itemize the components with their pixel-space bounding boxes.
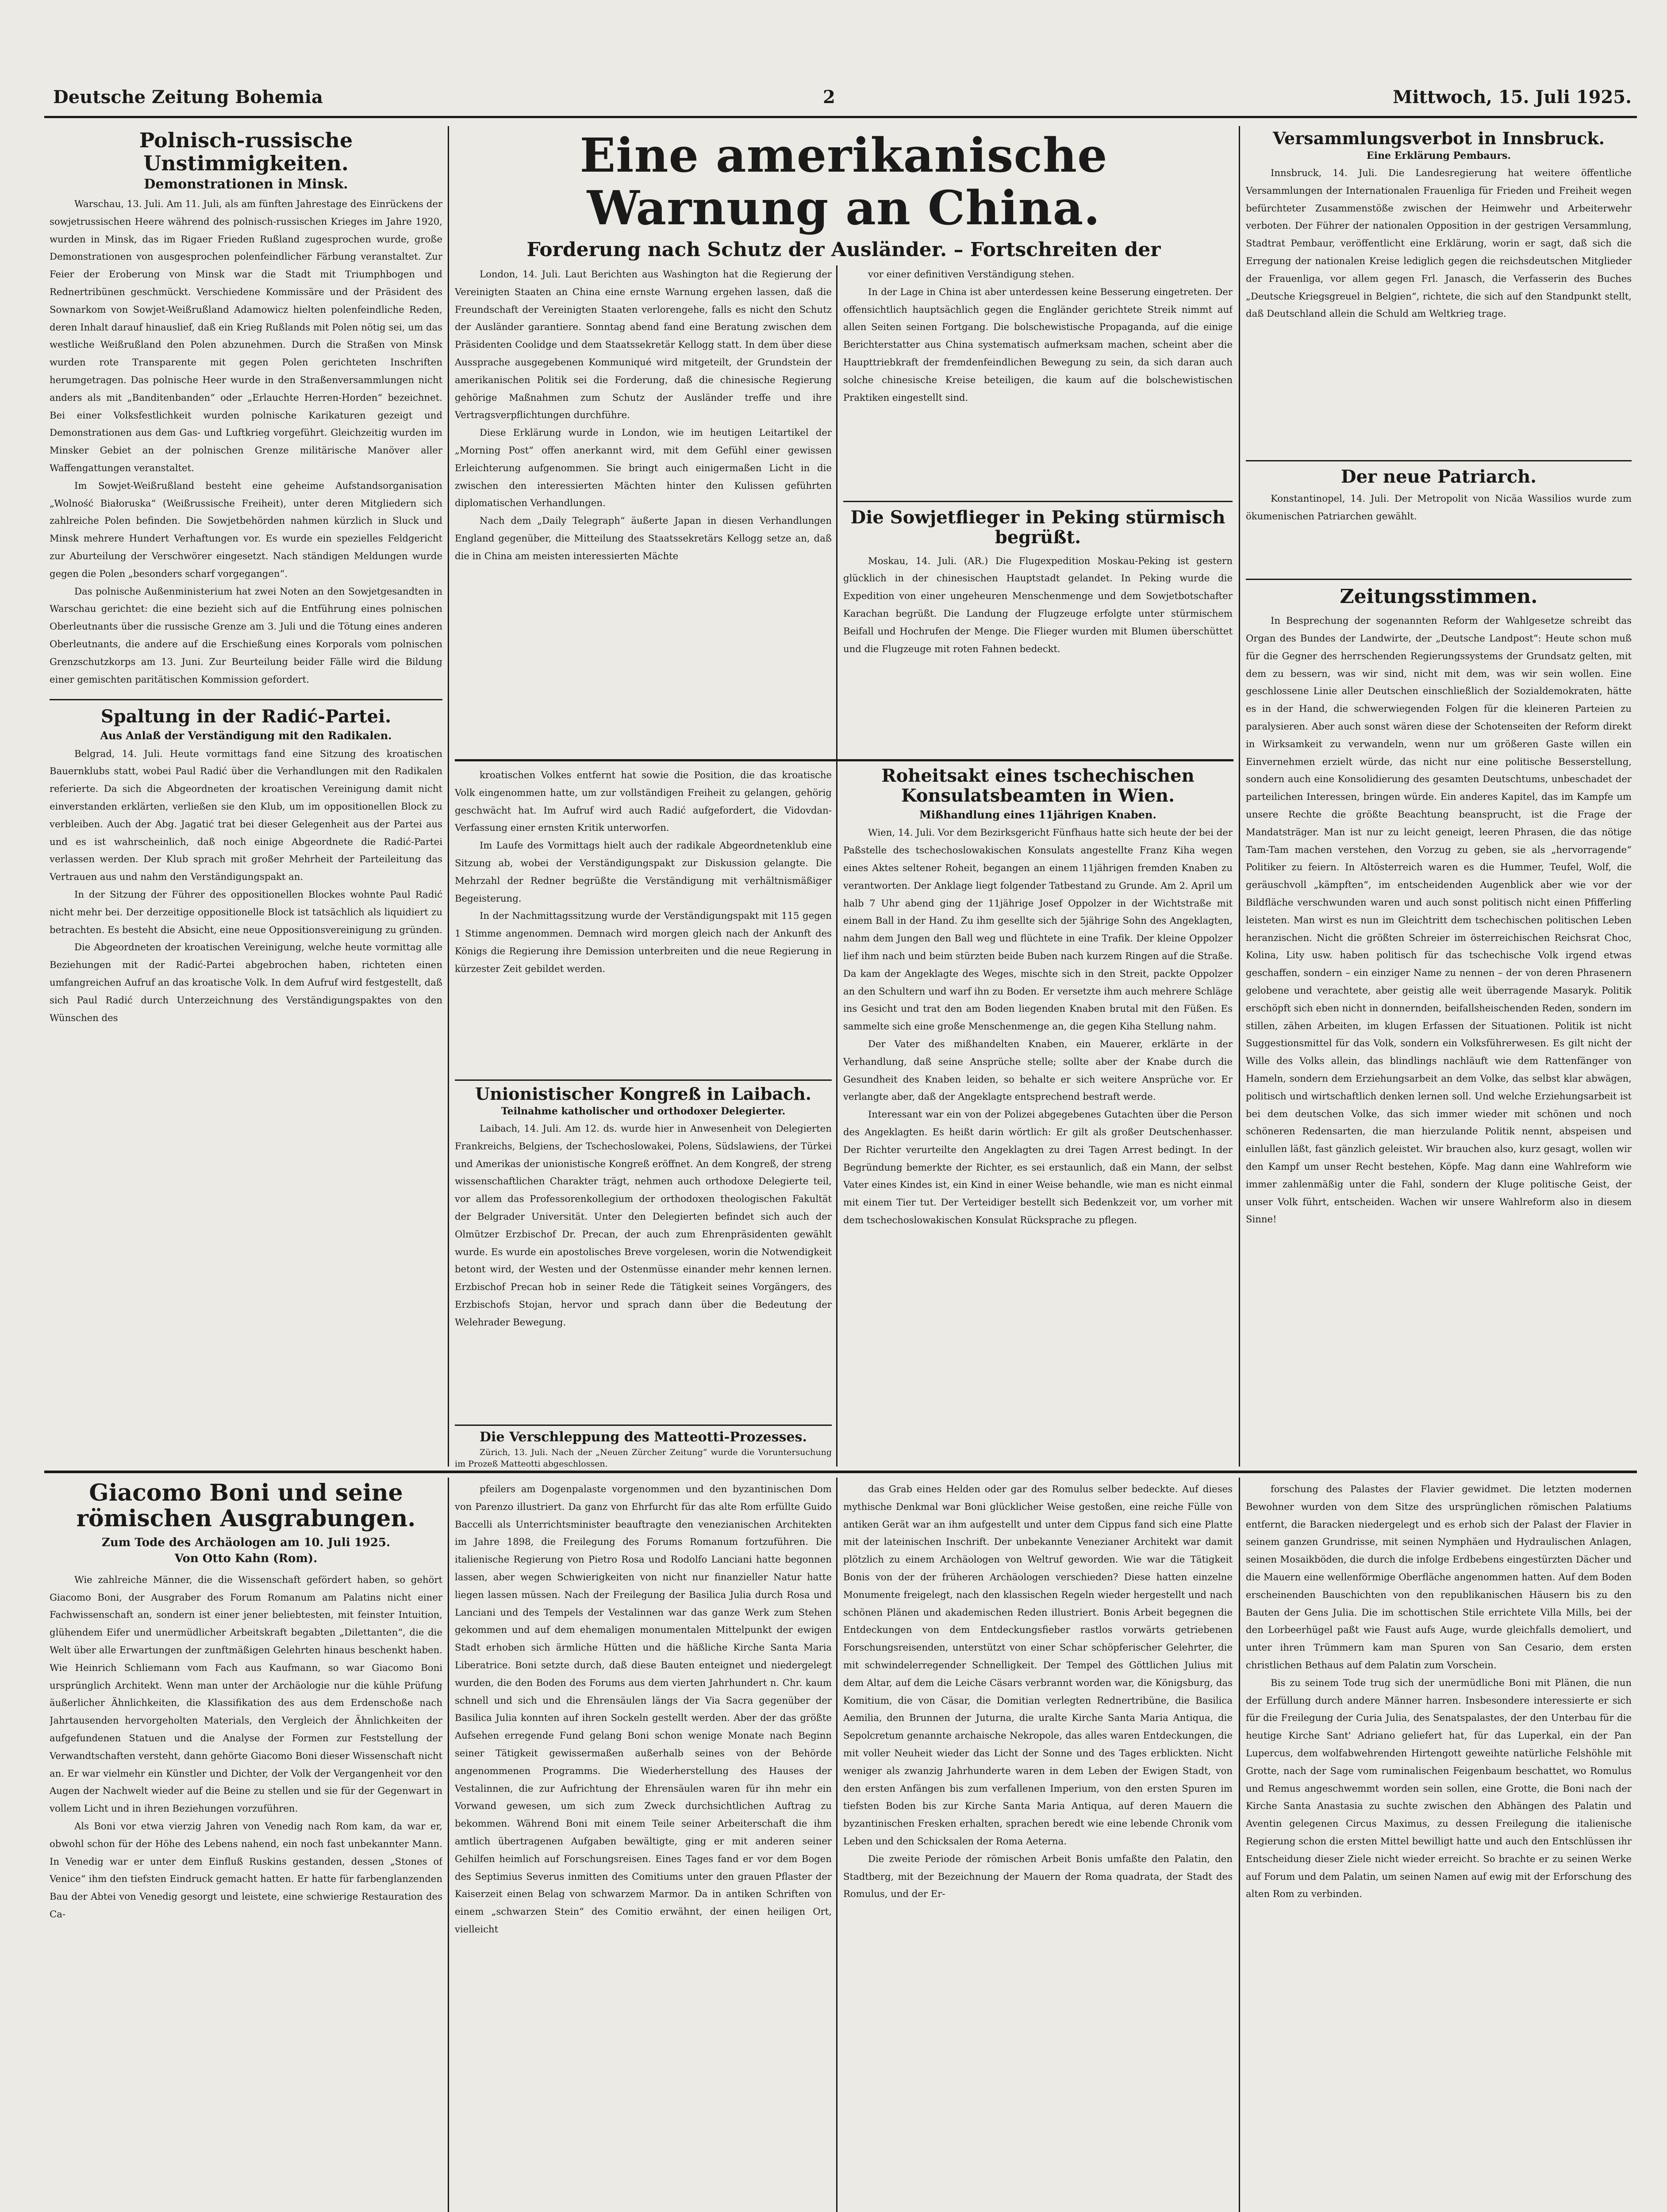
article-paragraph: Moskau, 14. Juli. (AR.) Die Flugexpedition Moskau-Peking ist gestern glücklich in der chinesischen Hauptstadt gelandet. In Peking wurde die Expedition von einer ungeheuren Menschenmenge und dem Sowjetbotschafter Karachan begrüßt. Die Landung der Flugzeuge erfolgte unter stürmischem Beifall und Hochrufen der Menge. Die Flieger wurden mit Blumen überschüttet und die Flugzeuge mit roten Fahnen bedeckt. — [843, 555, 1233, 654]
article-divider — [50, 699, 442, 700]
issue-date: Mittwoch, 15. Juli 1925. — [1393, 87, 1632, 108]
article-subheadline: Forderung nach Schutz der Ausländer. – Fortschreiten der — [526, 238, 1161, 261]
article-divider — [455, 1079, 832, 1081]
article-headline: Unionistischer Kongreß in Laibach. — [475, 1085, 811, 1104]
article-paragraph: London, 14. Juli. Laut Berichten aus Washington hat die Regierung der Vereinigten Staaten an China eine ernste Warnung ergehen lassen, daß die Freundschaft der Vereinigten Staaten verlorengehe, falls es nicht den Schutz der Ausländer garantiere. Sonntag abend fand eine Beratung zwischen dem Präsidenten Coolidge und dem Staatssekretär Kellogg statt. In dem über diese Aussprache ausgegebenen Kommuniqué wird mitgeteilt, der Grundstein der amerikanischen Politik sei die Forderung, daß die chinesische Regierung gehörige Maßnahmen zum Schutz der Ausländer treffe und ihre Vertragsverpflichtungen durchführe. — [455, 269, 832, 421]
article-paragraph: Die zweite Periode der römischen Arbeit Bonis umfaßte den Palatin, den Stadtberg, mit der Bezeichnung der Mauern der Roma quadrata, der Stadt des Romulus, und der Er- — [843, 1853, 1233, 1900]
column-rule — [836, 1478, 837, 2212]
article-divider — [843, 501, 1233, 502]
article-paragraph: Interessant war ein von der Polizei abgegebenes Gutachten über die Person des Angeklagten. Es heißt darin wörtlich: Er gilt als großer Deutschenhasser. Der Richter verurteilte den Angeklagten zu drei Tagen Arrest bedingt. In der Begründung bemerkte der Richter, es sei erstaunlich, daß ein Mann, der selbst Vater eines Kindes ist, ein Kind in einer Weise behandle, wie man es nicht einmal mit einem Tier tut. Der Verteidiger bestellt sich Bedenkzeit vor, um vorher mit dem tschechoslowakischen Konsulat Rücksprache zu pflegen. — [843, 1109, 1233, 1225]
article-headline: Spaltung in der Radić-Partei. — [100, 707, 392, 727]
article-patriarch — [1246, 467, 1632, 573]
masthead-left: Deutsche Zeitung Bohemia — [53, 87, 323, 108]
header-rule — [44, 116, 1637, 118]
article-body — [843, 824, 1233, 1229]
article-paragraph: forschung des Palastes der Flavier gewidmet. Die letzten modernen Bewohner wurden von dem Sitze des ursprünglichen römischen Palatiums entfernt, die Baracken niedergelegt und es erhob sich der Palast der Flavier in seinem ganzen Grundrisse, mit seinen Nymphäen und Hydraulischen Anlagen, seinen Mosaikböden, die durch die infolge Erdbebens eingestürzten Dächer und die Mauern eine wellenförmige Oberfläche angenommen hatten. Auf dem Boden erscheinenden Bauschichten von den republikanischen Häusern bis zu den Bauten der Gens Julia. Die im schottischen Stile errichtete Villa Mills, bei der den Lorbeerhügel paßt wie Faust aufs Auge, wurde gleichfalls demoliert, und unter ihren Trümmern kam man Spuren von San Cesario, dem ersten christlichen Bethaus auf dem Palatin zum Vorschein. — [1246, 1483, 1632, 1671]
column-rule — [1239, 126, 1240, 1467]
article-paragraph: Der Vater des mißhandelten Knaben, ein Mauerer, erklärte in der Verhandlung, daß seine Ansprüche stelle; sollte aber der Knabe durch die Gesundheit des Knaben leiden, so behalte er sich weitere Ansprüche vor. Er verlangte aber, daß der Angeklagte entsprechend bestraft werde. — [843, 1038, 1233, 1102]
article-body — [455, 1480, 832, 1938]
article-body — [50, 195, 442, 688]
article-body — [1246, 612, 1632, 1228]
column-rule — [448, 126, 449, 1467]
column-rule — [1239, 1478, 1240, 2212]
article-paragraph: Das polnische Außenministerium hat zwei Noten an den Sowjetgesandten in Warschau gerichtet: die eine bezieht sich auf die Entführung eines polnischen Oberleutnants über die russische Grenze am 3. Juli und die Tötung eines anderen Oberleutnants, die andere auf die Erschießung eines Korporals vom polnischen Grenzschutzkorps am 13. Juni. Zur Beurteilung beider Fälle wird die Bildung einer gemischten paritätischen Kommission gefordert. — [50, 585, 442, 685]
article-headline: Die Sowjetflieger in Peking stürmisch begrüßt. — [850, 508, 1225, 548]
article-headline: Roheitsakt eines tschechischen Konsulatsbeamten in Wien. — [881, 766, 1195, 806]
article-subheadline: Eine Erklärung Pembaurs. — [1366, 150, 1511, 161]
article-paragraph: In der Lage in China ist aber unterdessen keine Besserung eingetreten. Der offensichtlich hauptsächlich gegen die Engländer gerichtete Streik nimmt auf allen Seiten seinen Fortgang. Die bolschewistische Propaganda, auf die einige Berichterstatter aus China systematisch aufmerksam machen, scheint aber die Haupttriebkraft der fremdenfeindlichen Bewegung zu sein, da sich daran auch solche chinesische Kreise beteiligen, die kaum auf die bolschewistischen Praktiken eingestellt sind. — [843, 286, 1233, 403]
article-paragraph: Laibach, 14. Juli. Am 12. ds. wurde hier in Anwesenheit von Delegierten Frankreichs, Belgiens, der Tschechoslowakei, Polens, Südslawiens, der Türkei und Amerikas der unionistische Kongreß eröffnet. An dem Kongreß, der streng wissenschaftlichen Charakter trägt, nehmen auch orthodoxe Delegierte teil, vor allem das Professorenkollegium der orthodoxen theologischen Fakultät der Belgrader Universität. Unter den Delegierten befindet sich auch der Olmützer Erzbischof Dr. Precan, der auch zum Ehrenpräsidenten gewählt wurde. Es wurde ein apostolisches Breve vorgelesen, worin die Notwendigkeit betont wird, der Westen und der Ostenmüsse einander mehr kennen lernen. Erzbischof Precan hob in seiner Rede die Tätigkeit seines Vorgängers, des Erzbischofs Stojan, hervor und sprach dann über die Bedeutung der Welehrader Bewegung. — [455, 1122, 832, 1328]
article-paragraph: Konstantinopel, 14. Juli. Der Metropolit von Nicäa Wassilios wurde zum ökumenischen Patriarchen gewählt. — [1246, 492, 1632, 522]
article-headline: Zeitungsstimmen. — [1340, 586, 1538, 608]
article-paragraph: Diese Erklärung wurde in London, wie im heutigen Leitartikel der „Morning Post“ offen anerkannt wird, mit dem Gefühl einer gewissen Erleichterung aufgenommen. Sie bringt auch einigermaßen Licht in die zwischen den interessierten Mächten hinter den Kulissen geführten diplomatischen Verhandlungen. — [455, 427, 832, 509]
article-body — [455, 766, 832, 978]
article-subheadline: Mißhandlung eines 11jährigen Knaben. — [919, 808, 1156, 821]
article-unionistischer-kongress — [455, 1085, 832, 1421]
article-body — [1246, 490, 1632, 525]
article-roheitsakt — [843, 766, 1233, 1465]
article-body — [455, 1447, 832, 1470]
article-versammlungsverbot — [1246, 129, 1632, 439]
article-body — [455, 1120, 832, 1331]
article-headline: Polnisch-russische Unstimmigkeiten. — [139, 129, 353, 175]
article-paragraph: Wien, 14. Juli. Vor dem Bezirksgericht Fünfhaus hatte sich heute der bei der Paßstelle des tschechoslowakischen Konsulats angestellte Franz Kiha wegen eines Aktes seltener Roheit, begangen an einem 11jährigen fremden Knaben zu verantworten. Der Anklage liegt folgender Tatbestand zu Grunde. Am 2. April um halb 7 Uhr abend ging der 11jährige Josef Oppolzer in der Wichtstraße mit einem Ball in der Hand. Zu ihm gesellte sich der 5jährige Sohn des Angeklagten, nahm dem Jungen den Ball weg und flüchtete in eine Trafik. Der kleine Oppolzer lief ihm nach und beim stürzten beide Buben nach kurzem Ringen auf die Straße. Da kam der Angeklagte des Weges, mischte sich in den Streit, packte Oppolzer an den Schultern und warf ihn zu Boden. Er versetzte ihm auch mehrere Schläge ins Gesicht und trat den am Boden liegenden Knaben brutal mit den Füßen. Es sammelte sich eine große Menschenmenge an, die gegen Kiha Stellung nahm. — [843, 827, 1233, 1032]
article-amerika-china — [455, 129, 1233, 262]
article-paragraph: Innsbruck, 14. Juli. Die Landesregierung hat weitere öffentliche Versammlungen der Internationalen Frauenliga für Frieden und Freiheit wegen befürchteter Zusammenstöße zwischen der Heimwehr und Arbeiterwehr verboten. Der Führer der nationalen Opposition in der gestrigen Versammlung, Stadtrat Pembaur, veröffentlicht eine Erklärung, worin er sagt, daß sich die Erregung der nationalen Kreise lediglich gegen die reichsdeutschen Mitglieder der Frauenliga, vor allem gegen Frl. Janasch, die Verfasserin des Buches „Deutsche Kriegsgreuel in Belgien“, richtete, die sich auf den Standpunkt stellt, daß Deutschland allein die Schuld am Weltkrieg trage. — [1246, 167, 1632, 319]
article-paragraph: Zürich, 13. Juli. Nach der „Neuen Zürcher Zeitung“ wurde die Voruntersuchung im Prozeß Matteotti abgeschlossen. — [455, 1447, 832, 1469]
article-paragraph: In Besprechung der sogenannten Reform der Wahlgesetze schreibt das Organ des Bundes der Landwirte, der „Deutsche Landpost“: Heute schon muß für die Gegner des herrschenden Regierungssystems der Grundsatz gelten, mit dem zu bessern, was wir sind, nicht mit dem, was wir sein wollen. Eine geschlossene Linie aller Deutschen einschließlich der Sozialdemokraten, hätte es in der Hand, die schwerwiegenden Folgen für die kleineren Parteien zu paralysieren. Aber auch sonst wären diese der Schotenseiten der Reform direkt in Wirksamkeit zu verwandeln, wenn nur um größeren Gaste willen ein Einvernehmen erzielt würde, das nicht nur eine politische Besserstellung, sondern auch eine Konsolidierung des gesamten Deutschtums, unbeschadet der parteilichen Interessen, bringen würde. Ein anderes Kapitel, das im Kampfe um unsere Rechte die größte Beachtung beansprucht, ist die Frage der Mandatsträger. Man ist nur zu leicht geneigt, leeren Phrasen, die das nötige Tam-Tam machen verstehen, den Vorzug zu geben, sie als „hervorragende“ Politiker zu feiern. In Altösterreich waren es die Hummer, Teufel, Wolf, die geräuschvoll „kämpften“, im entscheidenden Augenblick aber wie vor der Bildfläche verschwunden waren und auch sonst politisch nicht einen Pfifferling leisteten. Man wirst es nun im Gleichtritt dem tschechischen politischen Leben heranzischen. Nicht die größten Schreier im österreichischen Reichsrat Choc, Kolina, Lity usw. haben politisch für das tschechische Volk irgend etwas geschaffen, sondern – ein einziger Name zu nennen – der von deren Phrasenern gelobene und verachtete, aber geistig alle weit überragende Masaryk. Politik erschöpft sich eben nicht in donnernden, beifallsheischenden Reden, sondern im stillen, zähen Arbeiten, im klugen Erfassen der Situationen. Politik ist nicht Suggestionsmittel für das Volk, sondern ein Volksführerwesen. Es gilt nicht der Wille des Volks allein, das blindlings nachläuft wie dem Rattenfänger von Hameln, sondern dem Erziehungsarbeit an dem Volke, das selbst klar abwägen, politisch und wirtschaftlich denken lernen soll. Und welche Erziehungsarbeit ist bei dem deutschen Volke, das sich immer wieder mit schönen und noch schöneren Redensarten, die man hierzulande Politik nennt, abspeisen und einlullen läßt, fast gänzlich geleistet. Wir brauchen also, kurz gesagt, wollen wir den Kampf um unser Recht bestehen, Köpfe. Mag dann eine Wahlreform wie immer zahlenmäßig unter die Fahl, sondern der Kluge politische Geist, der unser Volk führt, entscheiden. Wachen wir unsere Wahlreform also in diesem Sinne! — [1246, 615, 1632, 1225]
article-amerika-column-2 — [843, 265, 1233, 495]
article-body — [1246, 1480, 1632, 1903]
article-divider — [455, 1425, 832, 1426]
article-subheadline: Aus Anlaß der Verständigung mit den Radikalen. — [100, 729, 392, 742]
article-paragraph: In der Sitzung der Führer des oppositionellen Blockes wohnte Paul Radić nicht mehr bei. Der derzeitige oppositionelle Block ist tatsächlich als liquidiert zu betrachten. Es besteht die Absicht, eine neue Oppositionsvereinigung zu gründen. — [50, 888, 442, 935]
article-body — [1246, 164, 1632, 323]
article-body — [843, 1480, 1233, 1903]
article-body — [843, 265, 1233, 406]
article-boni-column-3 — [843, 1480, 1233, 2212]
article-paragraph: Im Sowjet-Weißrußland besteht eine geheime Aufstandsorganisation „Wolność Białoruska“ (Weißrussische Freiheit), unter deren Mitgliedern sich zahlreiche Polen befinden. Die Sowjetbehörden nahmen kürzlich in Sluck und Minsk mehrere Hundert Verhaftungen vor. Es wurde ein spezielles Feldgericht zur Aburteilung der Verschwörer eingesetzt. Nach ständigen Meldungen wurde gegen die Polen „besonders scharf vorgegangen“. — [50, 480, 442, 579]
article-headline: Der neue Patriarch. — [1341, 467, 1537, 487]
article-paragraph: kroatischen Volkes entfernt hat sowie die Position, die das kroatische Volk eingenommen hatte, um zur vollständigen Freiheit zu gelangen, gehörig geschwächt hat. Im Aufruf wird auch Radić aufgefordert, die Vidovdan-Verfassung einer ernsten Kritik unterworfen. — [455, 769, 832, 833]
article-matteotti — [455, 1430, 832, 1470]
article-polnisch-russisch — [50, 129, 442, 691]
article-zeitungsstimmen — [1246, 586, 1632, 1466]
article-author: Von Otto Kahn (Rom). — [174, 1551, 318, 1565]
article-paragraph: Im Laufe des Vormittags hielt auch der radikale Abgeordnetenklub eine Sitzung ab, wobei der Verständigungspakt zur Diskussion gelangte. Die Mehrzahl der Redner begrüßte die Verständigung mit verhältnismäßiger Begeisterung. — [455, 840, 832, 904]
article-boni-column-1 — [50, 1480, 442, 2212]
article-headline: Eine amerikanische Warnung an China. — [580, 129, 1108, 235]
article-boni-column-2 — [455, 1480, 832, 2212]
feuilleton-rule — [44, 1471, 1637, 1473]
article-paragraph: das Grab eines Helden oder gar des Romulus selber bedeckte. Auf dieses mythische Denkmal war Boni glücklicher Weise gestoßen, eine reiche Fülle von antiken Gerät war an ihm aufgestellt und unter dem Cippus fand sich eine Platte mit der lateinischen Inschrift. Der unbekannte Venezianer Architekt war damit plötzlich zu einem Archäologen von Weltruf geworden. Wie war die Tätigkeit Bonis von der der früheren Archäologen verschieden? Diese hatten einzelne Monumente freigelegt, nach den klassischen Regeln wieder hergestellt und nach schönen Plänen und akademischen Reden illustriert. Bonis Arbeit begegnen die Entdeckungen von dem Entdeckungsfieber rastlos vorwärts getriebenen Forschungsreisenden, unterstützt von einer Schar schöpferischer Gelehrter, die mit schwindelerregender Schnelligkeit. Der Tempel des Göttlichen Julius mit dem Altar, auf dem die Leiche Cäsars verbrannt worden war, die Königsburg, das Komitium, die von Cäsar, die Domitian verlegten Rednertribüne, die Basilica Aemilia, den Brunnen der Juturna, die uralte Kirche Santa Maria Antiqua, die Sepolcretum genannte archaische Nekropole, das alles waren Entdeckungen, die mit voller Neuheit wieder das Licht der Sonne und des Tages erblickten. Nicht weniger als zwanzig Jahrhunderte waren in dem Leben der Ewigen Stadt, von den ersten Anfängen bis zum verfallenen Imperium, von den ersten Spuren im tiefsten Boden bis zur Kirche Santa Maria Antiqua, auf deren Mauern die byzantinischen Fresken erhalten, sprachen beredt wie eine lebende Chronik vom Leben und den Schicksalen der Roma Aeterna. — [843, 1483, 1233, 1847]
article-body — [843, 552, 1233, 658]
article-paragraph: Wie zahlreiche Männer, die die Wissenschaft gefördert haben, so gehört Giacomo Boni, der Ausgraber des Forum Romanum am Palatins nicht einer Fachwissenschaft an, sondern ist einer jener beliebtesten, mit feinster Intuition, glühendem Eifer und unermüdlicher Arbeitskraft begabten „Dilettanten“, die die Welt über alle Erwartungen der zunftmäßigen Gelehrten hinaus beschenkt haben. Wie Heinrich Schliemann vom Fach aus Kaufmann, so war Giacomo Boni ursprünglich Architekt. Wenn man unter der Archäologie nur die kühle Prüfung äußerlicher Ähnlichkeiten, die Klassifikation des aus dem Erdenschoße nach Jahrtausenden hervorgeholten Materials, den Vergleich der Ähnlichkeiten der aufgefundenen Statuen und die Analyse der Formen zur Feststellung der Verwandtschaften versteht, dann gehörte Giacomo Boni dieser Wissenschaft nicht an. Er war vielmehr ein Künstler und Dichter, der Volk der Vergangenheit vor den Augen der Nachwelt wieder auf die Beine zu stellen und sie für der Gegenwart in vollem Licht und in ihren Beziehungen vorzuführen. — [50, 1574, 442, 1814]
article-divider — [1246, 579, 1632, 580]
article-paragraph: In der Nachmittagssitzung wurde der Verständigungspakt mit 115 gegen 1 Stimme angenommen. Demnach wird morgen gleich nach der Ankunft des Königs die Regierung ihre Demission unterbreiten und die neue Regierung in kürzester Zeit gebildet werden. — [455, 910, 832, 974]
article-sowjetflieger — [843, 508, 1233, 756]
article-subheadline: Demonstrationen in Minsk. — [144, 177, 348, 192]
article-divider — [1246, 460, 1632, 461]
article-paragraph: pfeilers am Dogenpalaste vorgenommen und den byzantinischen Dom von Parenzo illustriert. Da ganz von Ehrfurcht für das alte Rom erfüllte Guido Baccelli als Unterrichtsminister beauftragte den venezianischen Architekten im Jahre 1898, die Freilegung des Forums Romanum fortzuführen. Die italienische Regierung von Pietro Rosa und Rodolfo Lanciani hatte begonnen lassen, aber wegen Schwierigkeiten von nicht nur finanzieller Natur hatte liegen lassen müssen. Nach der Freilegung der Basilica Julia durch Rosa und Lanciani und des Tempels der Vestalinnen war das ganze Werk zum Stehen gekommen und auf dem ehemaligen monumentalen Mittelpunkt der ewigen Stadt erhoben sich ärmliche Hütten und die häßliche Kirche Santa Maria Liberatrice. Boni setzte durch, daß diese Bauten enteignet und niedergelegt wurden, die den Boden des Forums aus dem vierten Jahrhundert n. Chr. kaum schnell und sich und die Ehrensäulen längs der Via Sacra gegenüber der Basilica Julia konnten auf ihren Sockeln gestellt werden. Aber der das größte Aufsehen erregende Fund gelang Boni schon wenige Monate nach Beginn seiner Tätigkeit gewissermaßen außerhalb seines von der Behörde angenommenen Programms. Die Wiederherstellung des Hauses der Vestalinnen, die zur Aufrichtung der Ehrensäulen waren für ihn mehr ein Vorwand gewesen, um sich zum Zweck durchsichtlichen Auftrag zu bekommen. Während Boni mit einem Teile seiner Arbeiterschaft die ihm amtlich übertragenen Aufgaben bewältigte, ging er mit anderen seiner Gehilfen heimlich auf Forschungsreisen. Eines Tages fand er vor dem Bogen des Septimius Severus inmitten des Comitiums unter den grauen Pflaster der Kaiserzeit einen Belag von schwarzem Marmor. Da in antiken Schriften von einem „schwarzen Stein“ des Comitio erwähnt, der einen heiligen Ort, vielleicht — [455, 1483, 832, 1935]
article-paragraph: Bis zu seinem Tode trug sich der unermüdliche Boni mit Plänen, die nun der Erfüllung durch andere Männer harren. Insbesondere interessierte er sich für die Freilegung der Curia Julia, des Senatspalastes, der den Unterbau für die heutige Kirche Sant' Adriano geliefert hat, für das Luperkal, ein der Pan Lupercus, dem wolfabwehrenden Hirtengott geweihte natürliche Felshöhle mit Grotte, nach der Sage vom ruminalischen Feigenbaum beschattet, wo Romulus und Remus angeschwemmt worden sein sollen, eine Grotte, die Boni nach der Kirche Santa Anastasia zu suchte zwischen den Abhängen des Palatin und Aventin gelegenen Circus Maximus, zu dessen Freilegung die italienische Regierung schon die ersten Mittel bewilligt hatte und auch den Entschlüssen ihr Entscheidung dieser Ziele nicht wieder erreicht. So brachte er zu seinen Werke auf Forum und dem Palatin, um seinen Namen auf ewig mit der Erforschung des alten Rom zu verbinden. — [1246, 1677, 1632, 1900]
article-spaltung-radic — [50, 707, 442, 1463]
article-headline: Die Verschleppung des Matteotti-Prozesses. — [480, 1430, 807, 1445]
article-subheadline: Zum Tode des Archäologen am 10. Juli 1925. — [101, 1536, 391, 1550]
article-amerika-column-1 — [455, 265, 832, 787]
article-boni-column-4 — [1246, 1480, 1632, 2212]
article-body — [50, 1571, 442, 1923]
article-paragraph: Belgrad, 14. Juli. Heute vormittags fand eine Sitzung des kroatischen Bauernklubs statt, wobei Paul Radić über die Verhandlungen mit den Radikalen referierte. Da sich die Abgeordneten der kroatischen Vereinigung damit nicht einverstanden erklärten, verließen sie den Klub, um im oppositionellen Block zu verbleiben. Auch der Abg. Jagatić trat bei dieser Gelegenheit aus der Partei aus und es ist wahrscheinlich, daß noch einige Abgeordnete die Radić-Partei verlassen werden. Der Klub sprach mit großer Mehrheit der Parteileitung das Vertrauen aus und nahm den Verständigungspakt an. — [50, 748, 442, 883]
article-kroatisch-continuation — [455, 766, 832, 1076]
article-body — [455, 265, 832, 565]
article-paragraph: Nach dem „Daily Telegraph“ äußerte Japan in diesen Verhandlungen England gegenüber, die Mitteilung des Staatssekretärs Kellogg setze an, daß die in China am meisten interessierten Mächte — [455, 515, 832, 561]
article-subheadline: Teilnahme katholischer und orthodoxer Delegierter. — [501, 1105, 786, 1117]
article-paragraph: vor einer definitiven Verständigung stehen. — [868, 269, 1075, 280]
article-headline: Versammlungsverbot in Innsbruck. — [1273, 129, 1605, 148]
article-divider — [455, 759, 1233, 761]
article-paragraph: Warschau, 13. Juli. Am 11. Juli, als am fünften Jahrestage des Einrückens der sowjetrussischen Heere während des polnisch-russischen Krieges im Jahre 1920, wurden in Minsk, das im Rigaer Frieden Rußland zugesprochen wurde, große Demonstrationen von ausgesprochen polenfeindlicher Färbung veranstaltet. Zur Feier der Eroberung von Minsk war die Stadt mit Triumphbogen und Rednertribünen geschmückt. Verschiedene Kommissäre und der Präsident des Sownarkom von Sowjet-Weißrußland Adamowicz hielten polenfeindliche Reden, deren Inhalt darauf hinauslief, daß ein Krieg Rußlands mit Polen nötig sei, um das westliche Weißrußland den Polen abzunehmen. Durch die Straßen von Minsk wurden rote Transparente mit gegen Polen gerichteten Inschriften herumgetragen. Das polnische Heer wurde in den Straßenversammlungen nicht anders als mit „Banditenbanden“ oder „Erlauchte Herren-Horden“ bezeichnet. Bei einer Volksfestlichkeit wurden polnische Karikaturen gezeigt und Demonstrationen aus dem Gas- und Luftkrieg vorgeführt. Gleichzeitig wurden im Minsker Gebiet an der polnischen Grenze militärische Manöver aller Waffengattungen veranstaltet. — [50, 198, 442, 473]
column-rule — [448, 1478, 449, 2212]
page-number: 2 — [823, 87, 835, 108]
article-headline: Giacomo Boni und seine römischen Ausgrabungen. — [76, 1480, 416, 1532]
article-body — [50, 745, 442, 1027]
article-paragraph: Als Boni vor etwa vierzig Jahren von Venedig nach Rom kam, da war er, obwohl schon für der Höhe des Lebens nahend, ein noch fast unbekannter Mann. In Venedig war er unter dem Einfluß Ruskins gestanden, dessen „Stones of Venice“ ihm den tiefsten Eindruck gemacht hatten. Er hatte für farbenglanzenden Bau der Abtei von Venedig gesorgt und leistete, eine schwierige Restauration des Ca- — [50, 1820, 442, 1920]
article-paragraph: Die Abgeordneten der kroatischen Vereinigung, welche heute vormittag alle Beziehungen mit der Radić-Partei abgebrochen haben, richteten einen umfangreichen Aufruf an das kroatische Volk. In dem Aufruf wird festgestellt, daß sich Paul Radić durch Unterzeichnung des Verständigungspaktes von den Wünschen des — [50, 941, 442, 1023]
column-rule — [836, 265, 837, 1467]
